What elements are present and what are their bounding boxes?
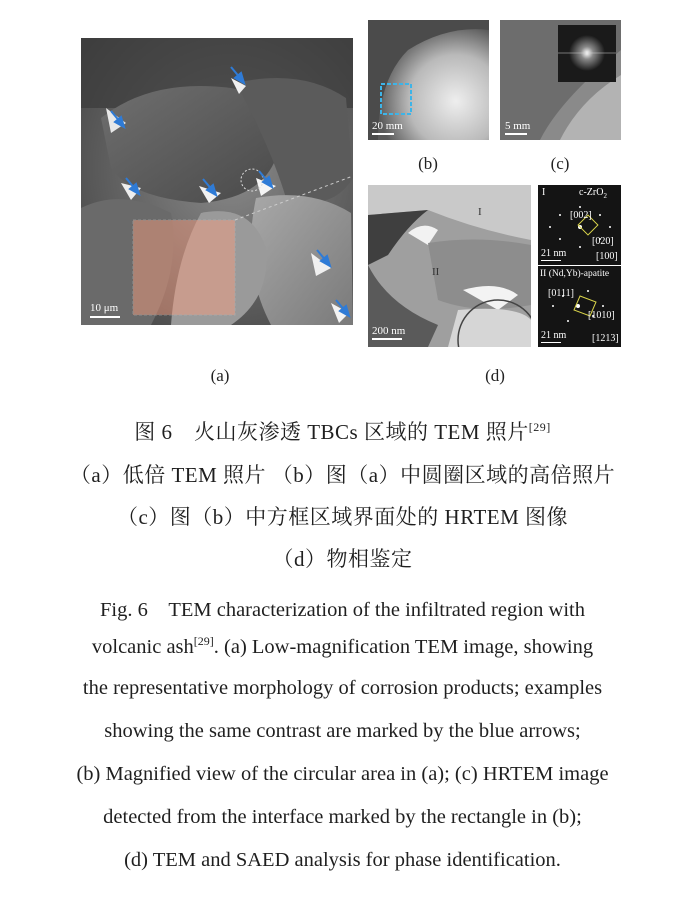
panel-c-scalebar-bar xyxy=(505,133,527,135)
saed-bottom-title: II (Nd,Yb)-apatite xyxy=(540,269,610,279)
caption-en-line4: showing the same contrast are marked by the blue arrows; xyxy=(104,720,581,742)
saed-bottom-scalebar-bar xyxy=(541,342,561,343)
caption-en-line2 xyxy=(0,634,685,659)
panel-d-scalebar-label: 200 nm xyxy=(372,325,406,337)
panel-a-label: (a) xyxy=(210,366,230,385)
saed-top-scalebar-bar xyxy=(541,260,561,261)
caption-en-line5: (b) Magnified view of the circular area in (a); (c) HRTEM image xyxy=(76,763,609,785)
panel-c-scalebar xyxy=(505,121,530,132)
panel-c-label: (c) xyxy=(550,154,570,173)
saed-top-scalebar-label: 21 nm xyxy=(541,248,567,259)
saed-top-title-num: I xyxy=(542,187,546,198)
panel-a-scalebar-bar xyxy=(90,316,120,318)
panel-b-scalebar xyxy=(372,121,403,132)
panel-d-region-II: II xyxy=(432,266,440,278)
panel-d-scalebar-bar xyxy=(372,338,402,340)
caption-cn-title-ref: [29] xyxy=(528,420,551,434)
saed-top-spot1: [002] xyxy=(570,210,592,221)
panel-d-scalebar xyxy=(372,326,405,337)
caption-en-line1: Fig. 6 TEM characterization of the infiltrated region with xyxy=(99,599,585,621)
caption-cn-title-text: 图 6 火山灰渗透 TBCs 区域的 TEM 照片 xyxy=(134,420,529,444)
saed-top-title xyxy=(579,188,607,201)
panel-a-scalebar-label: 10 μm xyxy=(90,302,119,314)
saed-top-spot2: [020] xyxy=(592,236,614,247)
saed-top-title-sub: 2 xyxy=(603,192,607,200)
panel-d-region-I: I xyxy=(478,206,482,218)
saed-bottom-spot1: [0111] xyxy=(548,288,574,299)
panel-d-tem-image xyxy=(368,185,531,347)
panel-a-tem-image xyxy=(81,38,353,325)
panel-b-label: (b) xyxy=(418,154,438,173)
panel-a-scalebar xyxy=(90,303,118,314)
caption-en-line2-post: . (a) Low-magnification TEM image, showing xyxy=(213,635,594,658)
caption-en-line6: detected from the interface marked by the rectangle in (b); xyxy=(103,806,582,828)
saed-bottom-zone: [1213] xyxy=(592,333,619,344)
caption-cn-line1: （a）低倍 TEM 照片 （b）图（a）中圆圈区域的高倍照片 xyxy=(69,463,616,487)
panel-b-scalebar-label: 20 mm xyxy=(372,120,403,132)
caption-cn-title xyxy=(0,416,685,446)
caption-cn-line2: （c）图（b）中方框区域界面处的 HRTEM 图像 xyxy=(116,505,569,529)
panel-d-label: (d) xyxy=(485,366,505,385)
caption-en-line2-ref: [29] xyxy=(193,634,214,648)
saed-bottom-scalebar-label: 21 nm xyxy=(541,330,567,341)
saed-top-zone: [100] xyxy=(596,251,618,262)
caption-en-line3: the representative morphology of corrosion products; examples xyxy=(82,677,603,699)
panel-d-graphic xyxy=(368,185,531,347)
saed-bottom-spot2: [1010] xyxy=(588,310,615,321)
panel-a-graphic xyxy=(81,38,353,325)
caption-en-line2-pre: volcanic ash xyxy=(91,635,194,658)
caption-en-line7: (d) TEM and SAED analysis for phase identification. xyxy=(124,849,561,871)
panel-c-scalebar-label: 5 mm xyxy=(505,120,531,132)
panel-b-scalebar-bar xyxy=(372,133,394,135)
saed-top-title-main: c-ZrO xyxy=(579,187,604,198)
caption-cn-line3: （d）物相鉴定 xyxy=(272,547,413,571)
